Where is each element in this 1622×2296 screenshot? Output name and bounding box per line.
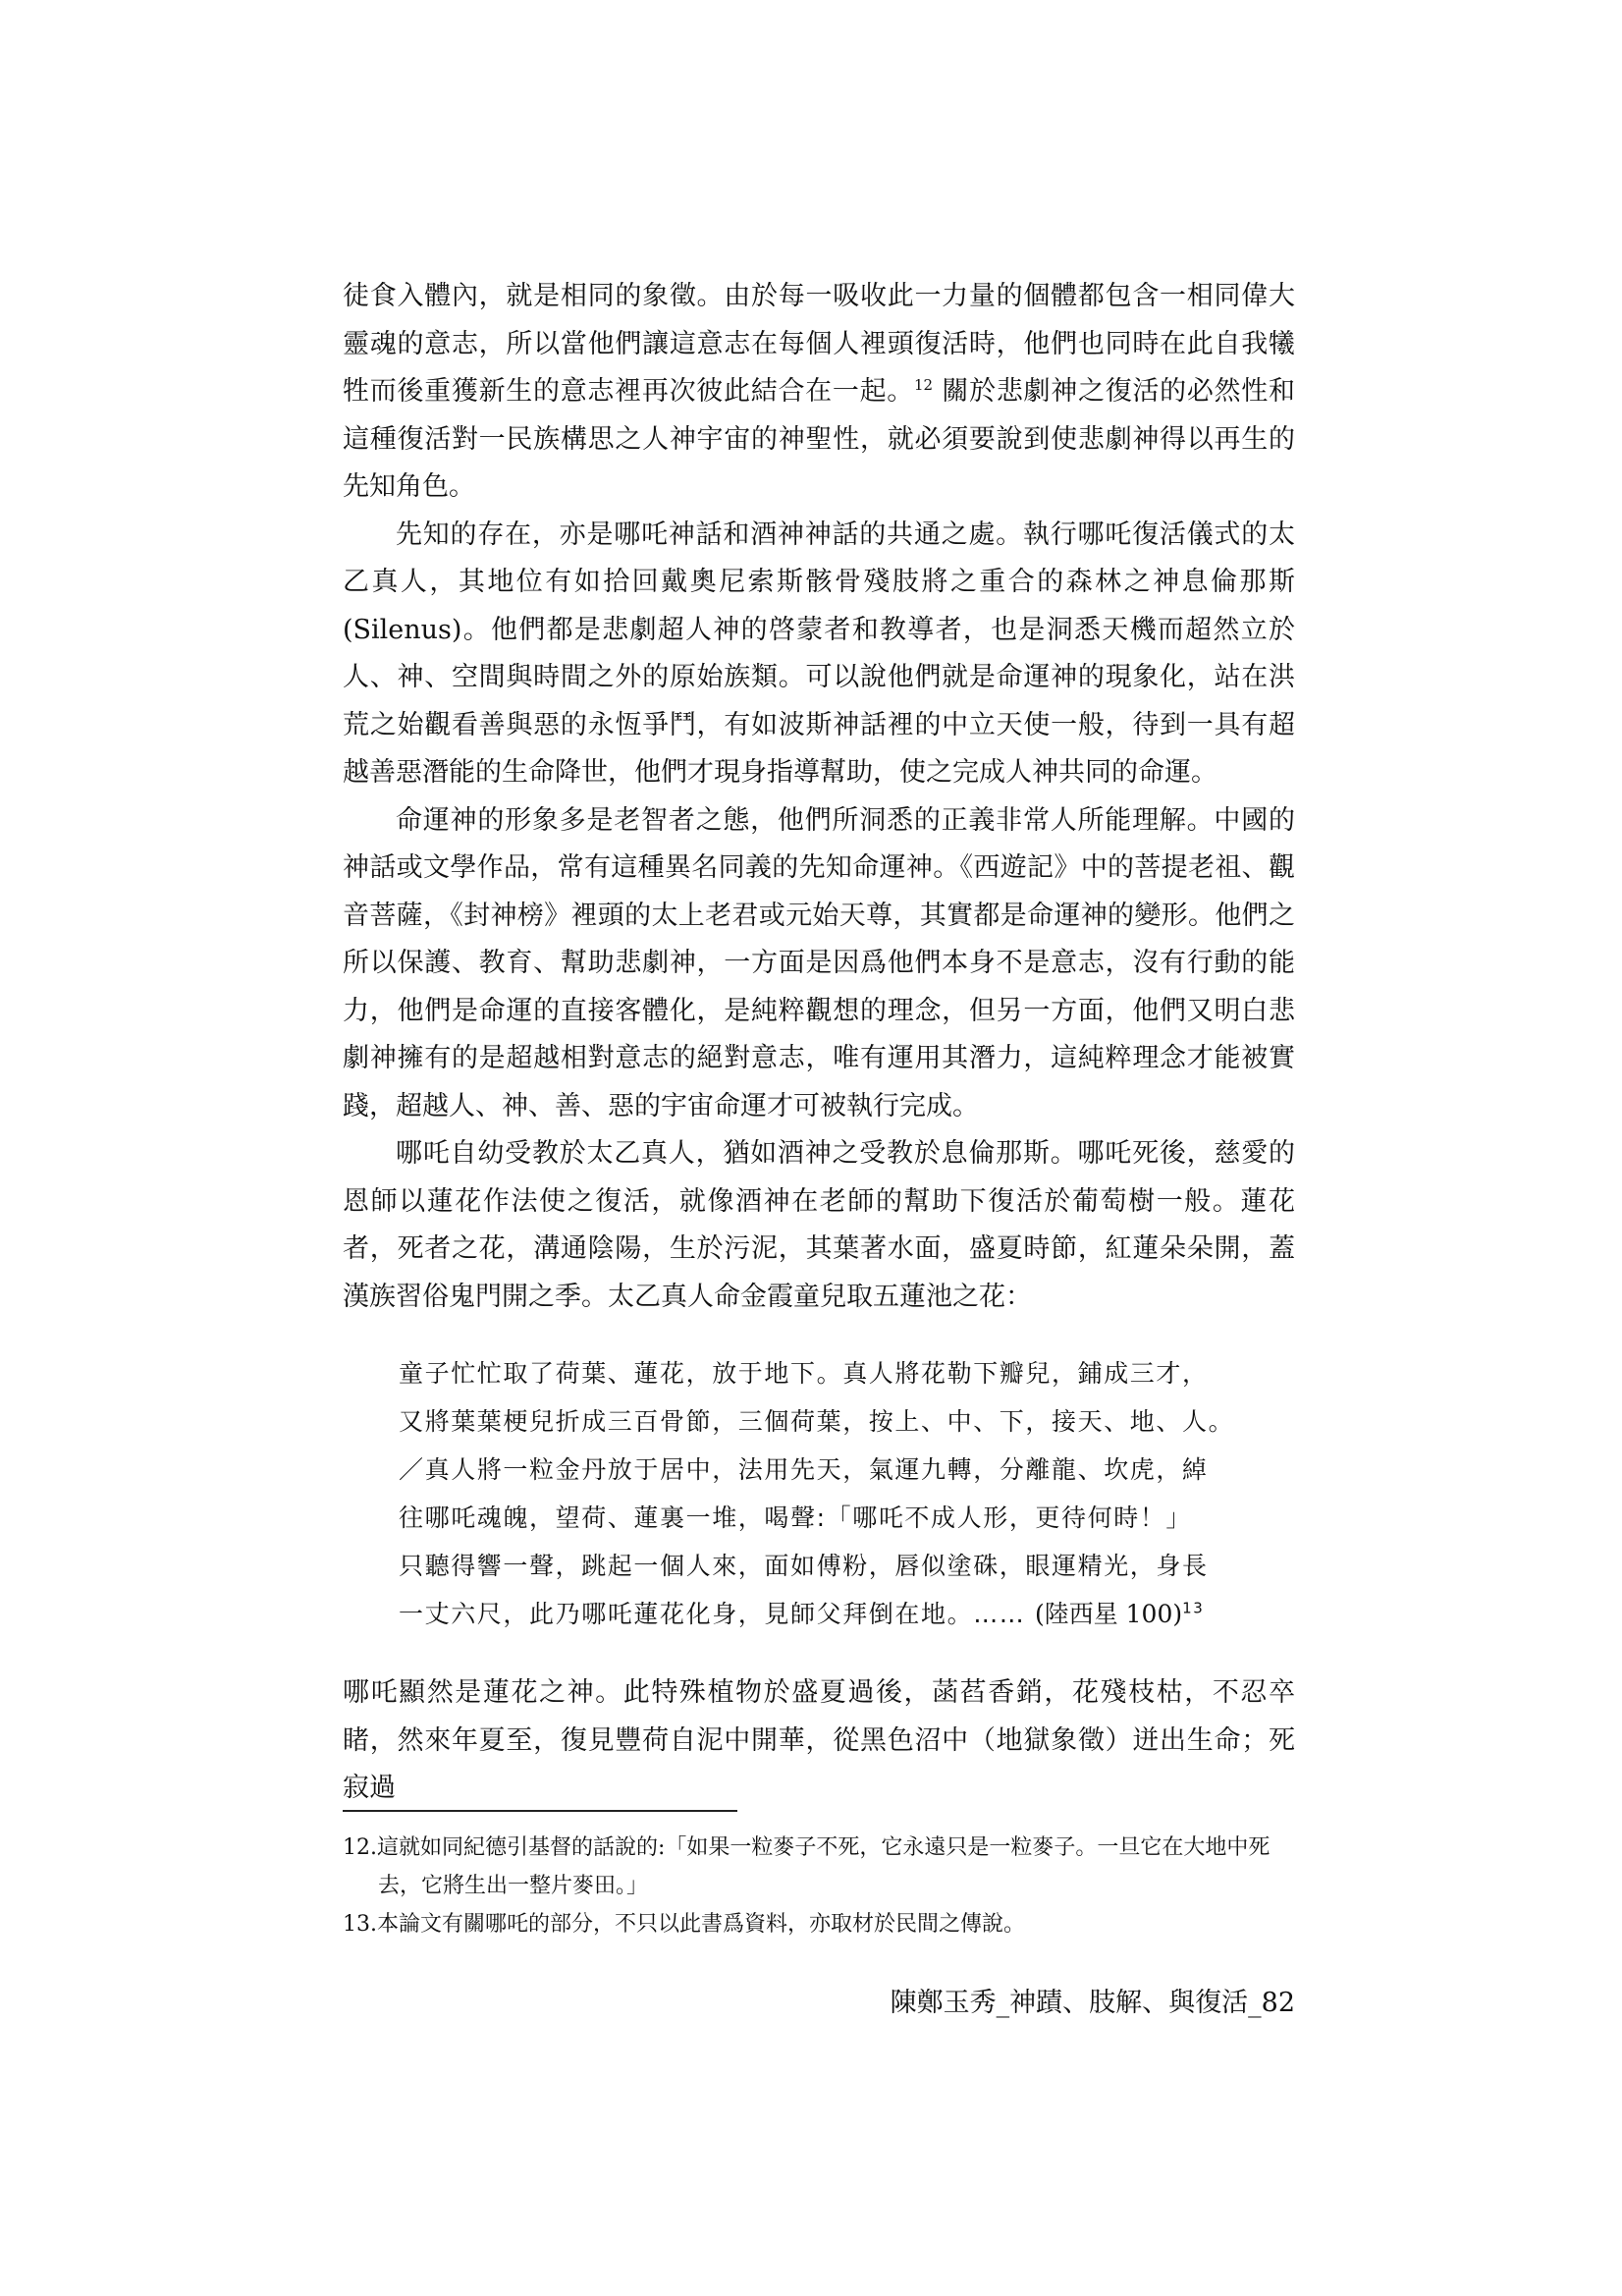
page-footer: 陳鄭玉秀_神蹟、肢解、與復活_82 <box>890 1988 1295 2018</box>
paragraph-lotus-god: 哪吒顯然是蓮花之神。此特殊植物於盛夏過後，菡萏香銷，花殘枝枯，不忍卒睹，然來年夏至，復見豐荷自泥中開華，從黑色沼中（地獄象徵）迸出生命；死寂過 <box>343 1677 1295 1803</box>
main-text-bottom <box>343 1669 1295 1813</box>
block-quote <box>399 1349 1263 1638</box>
main-text-top <box>343 273 1295 1321</box>
paragraph-prophet: 先知的存在，亦是哪吒神話和酒神神話的共通之處。執行哪吒復活儀式的太乙真人，其地位有如拾回戴奧尼索斯骸骨殘肢將之重合的森林之神息倫那斯(Silenus)。他們都是悲劇超人神的啓蒙者和教導者，也是洞悉天機而超然立於人、神、空間與時間之外的原始族類。可以說他們就是命運神的現象化，站在洪荒之始觀看善與惡的永恆爭鬥，有如波斯神話裡的中立天使一般，待到一具有超越善惡潛能的生命降世，他們才現身指導幫助，使之完成人神共同的命運。 <box>343 519 1295 788</box>
paragraph-text: 徒食入體內，就是相同的象徵。由於每一吸收此一力量的個體都包含一相同偉大靈魂的意志，所以當他們讓這意志在每個人裡頭復活時，他們也同時在此自我犧牲而後重獲新生的意志裡再次彼此結合在一起。 <box>343 281 1295 407</box>
paragraph-continued <box>343 273 1295 512</box>
footnote-ref-13[interactable]: 13 <box>1182 1599 1205 1617</box>
paragraph-text-continued: 關於悲劇神之復活的必然性和這種復活對一民族構思之人神宇宙的神聖性，就必須要說到使悲劇神得以再生的先知角色。 <box>343 376 1295 502</box>
quote-line: 只聽得響一聲，跳起一個人來，面如傅粉，唇似塗硃，眼運精光，身長 <box>399 1552 1209 1580</box>
paragraph-fate-god: 命運神的形象多是老智者之態，他們所洞悉的正義非常人所能理解。中國的神話或文學作品，常有這種異名同義的先知命運神。《西遊記》中的菩提老祖、觀音菩薩，《封神榜》裡頭的太上老君或元始天尊，其實都是命運神的變形。他們之所以保護、教育、幫助悲劇神，一方面是因爲他們本身不是意志，沒有行動的能力，他們是命運的直接客體化，是純粹觀想的理念，但另一方面，他們又明白悲劇神擁有的是超越相對意志的絕對意志，唯有運用其潛力，這純粹理念才能被實踐，超越人、神、善、惡的宇宙命運才可被執行完成。 <box>343 804 1295 1121</box>
paragraph-nezha-taiyi: 哪吒自幼受教於太乙真人，猶如酒神之受教於息倫那斯。哪吒死後，慈愛的恩師以蓮花作法使之復活，就像酒神在老師的幫助下復活於葡萄樹一般。蓮花者，死者之花，溝通陰陽，生於污泥，其葉著水面，盛夏時節，紅蓮朵朵開，蓋漢族習俗鬼門開之季。太乙真人命金霞童兒取五蓮池之花： <box>343 1138 1295 1312</box>
footnote-13: 13.本論文有關哪吒的部分，不只以此書爲資料，亦取材於民間之傳說。 <box>343 1912 1025 1937</box>
quote-citation: (陸西星 100) <box>1034 1600 1183 1628</box>
footnotes <box>343 1829 1297 1943</box>
quote-line-last <box>399 1590 1263 1638</box>
quote-line-text: 一丈六尺，此乃哪吒蓮花化身，見師父拜倒在地。…… <box>399 1600 1026 1628</box>
quote-line: ／真人將一粒金丹放于居中，法用先天，氣運九轉，分離龍、坎虎，綽 <box>399 1455 1209 1484</box>
footnote-divider <box>343 1810 737 1812</box>
footnote-ref-12[interactable]: 12 <box>914 376 934 394</box>
quote-line: 童子忙忙取了荷葉、蓮花，放于地下。真人將花勒下瓣兒，鋪成三才， <box>399 1359 1209 1388</box>
quote-line: 又將葉葉梗兒折成三百骨節，三個荷葉，按上、中、下，接天、地、人。 <box>399 1407 1235 1436</box>
quote-line: 往哪吒魂魄，望荷、蓮裏一堆，喝聲:「哪吒不成人形，更待何時！」 <box>399 1503 1193 1532</box>
footnote-12: 12.這就如同紀德引基督的話說的:「如果一粒麥子不死，它永遠只是一粒麥子。一旦它在大地中死去，它將生出一整片麥田。」 <box>343 1835 1271 1898</box>
